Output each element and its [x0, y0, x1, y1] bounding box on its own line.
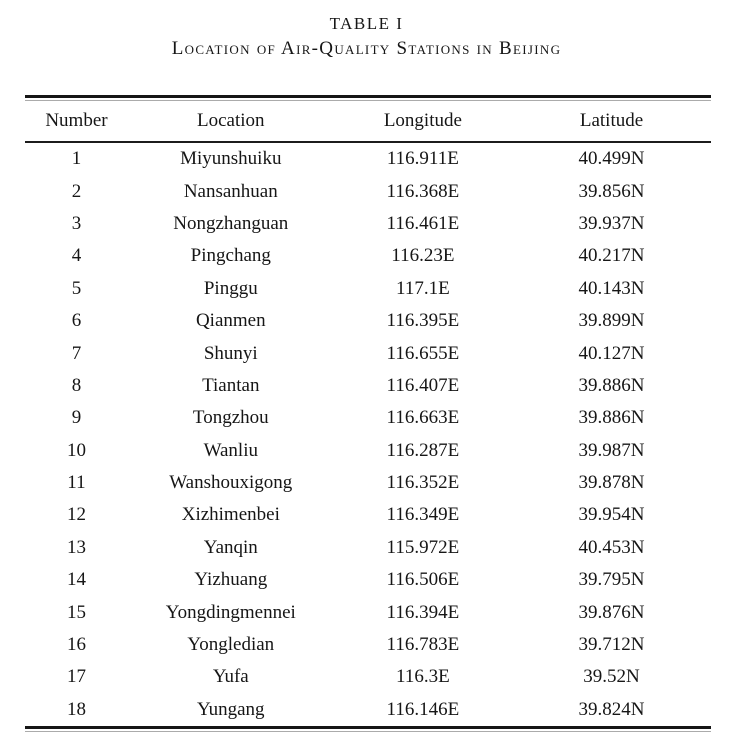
cell-number: 14 — [66, 569, 86, 591]
table-header-row — [25, 101, 711, 142]
table-row — [25, 499, 711, 531]
cell-longitude: 116.911E — [386, 148, 459, 170]
cell-location: Yongdingmennei — [165, 601, 296, 623]
cell-location: Shunyi — [203, 342, 258, 364]
cell-latitude: 40.143N — [578, 277, 645, 299]
cell-number: 1 — [71, 148, 82, 170]
column-header-number: Number — [25, 101, 128, 142]
cell-location: Tongzhou — [192, 407, 269, 429]
cell-location: Miyunshuiku — [180, 148, 282, 170]
cell-longitude: 116.461E — [386, 212, 460, 234]
cell-longitude: 116.783E — [386, 634, 460, 656]
cell-location: Yizhuang — [194, 569, 268, 591]
cell-latitude: 39.52N — [583, 666, 640, 688]
table-row — [25, 370, 711, 402]
cell-longitude: 116.146E — [386, 698, 460, 720]
cell-location: Tiantan — [202, 374, 260, 396]
table-row — [25, 208, 711, 240]
cell-location: Pingchang — [190, 245, 271, 267]
cell-number: 13 — [66, 536, 86, 558]
table-body — [25, 142, 711, 726]
table-row — [25, 694, 711, 726]
table-row — [25, 337, 711, 369]
cell-location: Nansanhuan — [183, 180, 278, 202]
cell-number: 8 — [71, 374, 82, 396]
stations-table-wrap — [25, 95, 711, 732]
cell-number: 7 — [71, 342, 82, 364]
cell-location: Yongledian — [187, 634, 275, 656]
table-row — [25, 629, 711, 661]
table-top-rule — [25, 95, 711, 98]
cell-number: 5 — [71, 277, 82, 299]
cell-location: Pinggu — [203, 277, 258, 299]
cell-number: 9 — [71, 407, 82, 429]
table-bottom-rule — [25, 726, 711, 729]
cell-latitude: 39.937N — [578, 212, 645, 234]
table-row — [25, 273, 711, 305]
table-row — [25, 661, 711, 693]
cell-longitude: 116.655E — [386, 342, 460, 364]
cell-longitude: 116.349E — [386, 504, 460, 526]
cell-latitude: 40.499N — [578, 148, 645, 170]
table-row — [25, 532, 711, 564]
cell-location: Qianmen — [195, 310, 266, 332]
table-caption — [0, 0, 733, 61]
cell-longitude: 116.368E — [386, 180, 460, 202]
cell-longitude: 116.407E — [386, 374, 460, 396]
cell-number: 6 — [71, 310, 82, 332]
cell-latitude: 39.824N — [578, 698, 645, 720]
table-row — [25, 596, 711, 628]
cell-number: 16 — [66, 634, 86, 656]
stations-table — [25, 101, 711, 726]
cell-location: Yufa — [212, 666, 249, 688]
cell-number: 10 — [66, 439, 86, 461]
cell-number: 4 — [71, 245, 82, 267]
cell-location: Xizhimenbei — [181, 504, 280, 526]
table-bottom-rule-echo — [25, 731, 711, 732]
cell-longitude: 116.23E — [391, 245, 455, 267]
cell-location: Yanqin — [203, 536, 258, 558]
table-caption-label: TABLE I — [329, 14, 404, 33]
cell-latitude: 40.217N — [578, 245, 645, 267]
cell-number: 2 — [71, 180, 82, 202]
table-row — [25, 240, 711, 272]
cell-location: Nongzhanguan — [173, 212, 289, 234]
cell-number: 18 — [66, 698, 86, 720]
cell-number: 15 — [66, 601, 86, 623]
cell-longitude: 117.1E — [396, 277, 450, 299]
table-row — [25, 175, 711, 207]
cell-longitude: 115.972E — [386, 536, 460, 558]
table-row — [25, 142, 711, 175]
cell-latitude: 40.453N — [578, 536, 645, 558]
column-header-location: Location — [128, 101, 334, 142]
cell-number: 12 — [66, 504, 86, 526]
table-row — [25, 467, 711, 499]
table-row — [25, 402, 711, 434]
table-caption-title: Location of Air-Quality Stations in Beijing — [171, 38, 562, 59]
cell-longitude: 116.3E — [396, 666, 450, 688]
column-header-longitude: Longitude — [334, 101, 512, 142]
column-header-latitude: Latitude — [512, 101, 711, 142]
cell-latitude: 39.878N — [578, 472, 645, 494]
cell-longitude: 116.287E — [386, 439, 460, 461]
cell-latitude: 39.899N — [578, 310, 645, 332]
cell-latitude: 39.876N — [578, 601, 645, 623]
table-row — [25, 435, 711, 467]
cell-number: 11 — [67, 472, 86, 494]
table-row — [25, 564, 711, 596]
cell-longitude: 116.395E — [386, 310, 460, 332]
cell-latitude: 39.856N — [578, 180, 645, 202]
cell-latitude: 39.886N — [578, 407, 645, 429]
cell-longitude: 116.352E — [386, 472, 460, 494]
cell-longitude: 116.663E — [386, 407, 460, 429]
cell-number: 3 — [71, 212, 82, 234]
cell-location: Yungang — [197, 698, 265, 720]
cell-location: Wanshouxigong — [169, 472, 293, 494]
cell-latitude: 39.712N — [578, 634, 645, 656]
cell-location: Wanliu — [203, 439, 258, 461]
cell-longitude: 116.394E — [386, 601, 460, 623]
cell-latitude: 39.954N — [578, 504, 645, 526]
cell-longitude: 116.506E — [386, 569, 460, 591]
cell-latitude: 39.886N — [578, 374, 645, 396]
table-row — [25, 305, 711, 337]
cell-latitude: 39.987N — [578, 439, 645, 461]
cell-latitude: 40.127N — [578, 342, 645, 364]
cell-number: 17 — [66, 666, 86, 688]
cell-latitude: 39.795N — [578, 569, 645, 591]
